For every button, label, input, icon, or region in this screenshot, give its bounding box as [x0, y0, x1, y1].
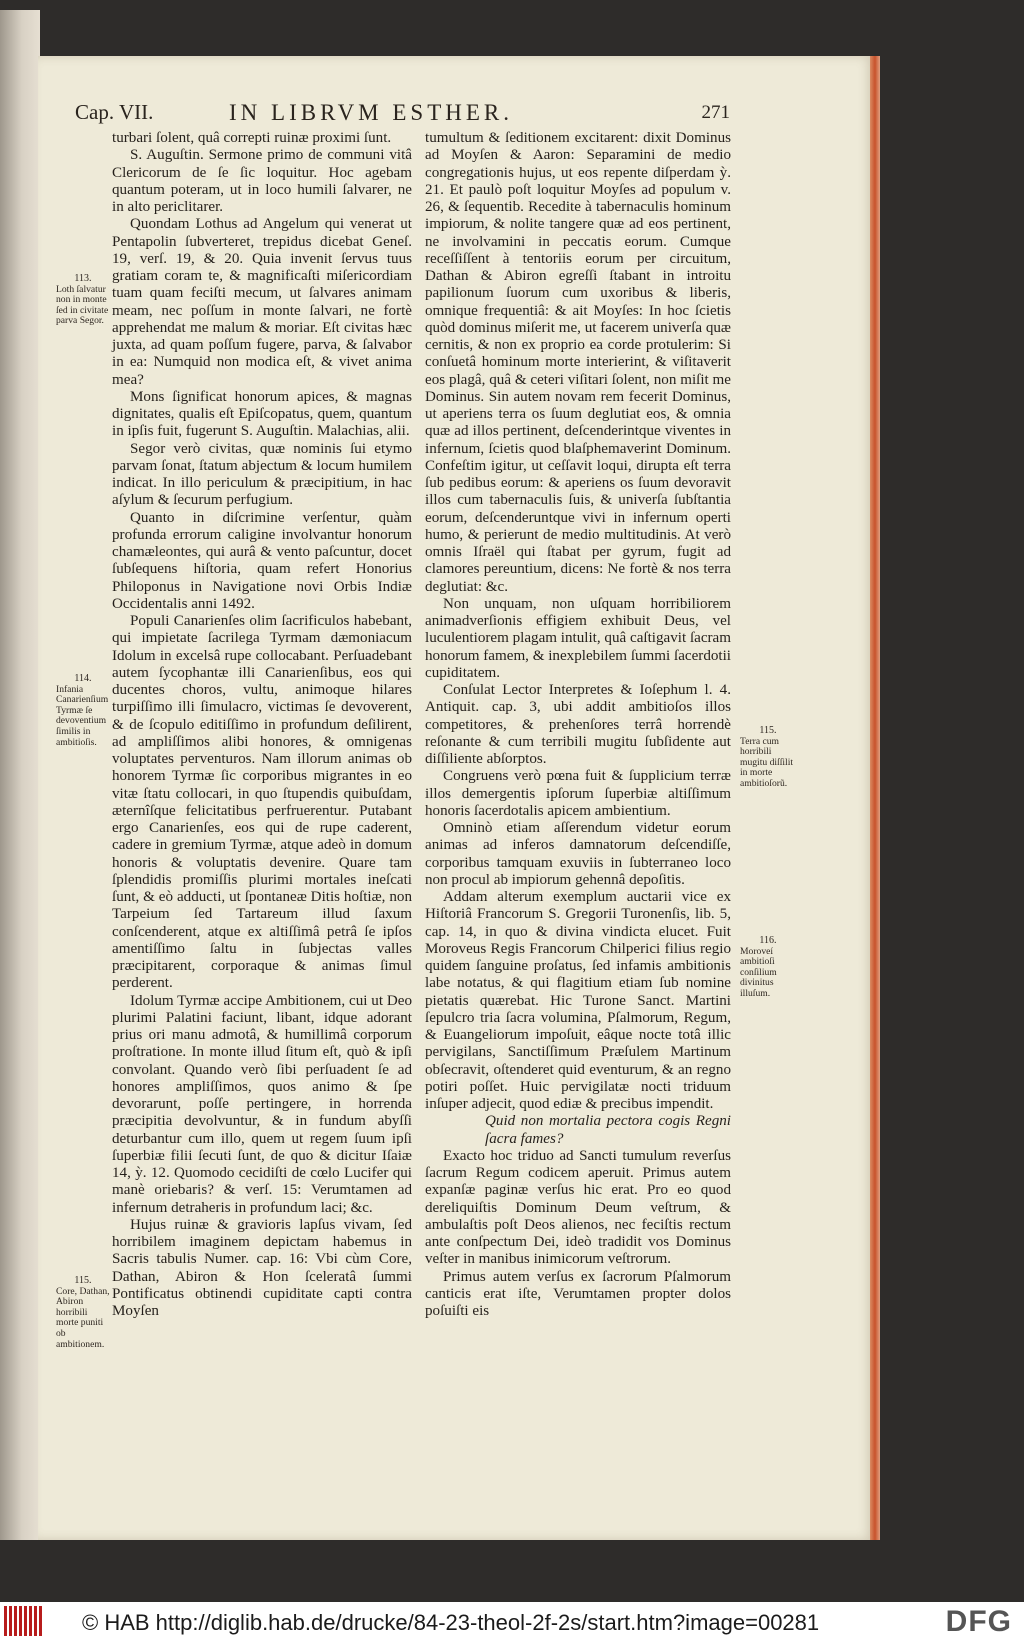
running-header	[75, 100, 730, 130]
paragraph: Populi Canarienſes olim ſacrificulos habebant, qui impietate ſacrilega Tyrmam dæmoniacum Idolum in excelsâ rupe collocabant. Perſuadebant autem ſycophantæ illi Canarienſibus, eos qui ducentes choros, vultu, animoque hilares turpiſſimo illi ſimulacro, victimas ſe devoverent, & de ſcopulo editiſſimo in profundum deſilirent, ad ampliſſimos alibi honores, & omnigenas voluptates perventuros. Nam illorum animas ob honorem Tyrmæ ſic corporibus migrantes in eo vitæ ſtatu collocari, in quo ſtupendis quibuſdam, æternîſque felicitatibus perfruerentur. Putabant ergo Canarienſes, eos qui de rupe caderent, cadere in gremium Tyrmæ, atque adeò in domum honoris & voluptatis devenire. Quare tam ſplendidis promiſſis plurimi mortales ineſcati ſunt, & eò adducti, ut ſpontaneæ Ditis hoſtiæ, non Tarpeium ſed Tartareum illud ſaxum conſcenderent, atque ex altiſſimâ petrâ ſe ipſos amentiſſimo ſaltu in ſubjectas valles præcipitarent, corporaque & animas ſimul perderent.	[112, 613, 412, 992]
paragraph: turbari ſolent, quâ correpti ruinæ proximi ſunt.	[112, 130, 392, 146]
paragraph: Non unquam, non uſquam horribiliorem animadverſionis effigiem exhibuit Deus, vel luculentiorem plagam intulit, quâ caſtigavit ſacram honorum famem, & inexplebilem ſummi ſacerdotii cupiditatem.	[425, 595, 731, 681]
paragraph: Primus autem verſus ex ſacrorum Pſalmorum canticis erat iſte, Verumtamen propter dolos poſuiſti eis	[425, 1268, 731, 1319]
paragraph: Congruens verò pœna fuit & ſupplicium terræ illos demergentis ipſorum ſuperbiæ altiſſimum honoris ſacerdotalis apicem ambientium.	[425, 768, 731, 819]
verse-quote: Quid non mortalia pectora cogis Regni ſacra fames?	[485, 1113, 731, 1147]
note-text: Infania Canarienſium Tyrmæ ſe devoventium ſimilis in ambitioſis.	[56, 683, 109, 748]
note-number: 114.	[74, 673, 92, 684]
note-text: Moroveí ambitioſi conſilium divinitus illuſum.	[740, 945, 777, 999]
note-number: 113.	[74, 273, 92, 284]
paragraph: Omninò etiam aſſerendum videtur eorum animas ad inferos damnatorum deſcendiſſe, corporibus tamquam exuviis in ſubterraneo loco non procul ab impiorum gehennâ depoſitis.	[425, 820, 731, 888]
paragraph: Addam alterum exemplum auctarii vice ex Hiſtoriâ Francorum S. Gregorii Turonenſis, lib. 5, cap. 14, in quo & divina vindicta elucet. Fuit Moroveus Regis Francorum Chilperici filius regio quidem ſanguine proſatus, ſed infamis ambitionis labe notatus, & qui flagitium etiam ſub nomine pietatis quærebat. Hic Turone Sanct. Martini ſepulcro tria ſacra volumina, Pſalmorum, Regum, & Euangeliorum impoſuit, eâque nocte totâ illic pervigilans, Sanctiſſimum Præſulem Martinum obſecravit, oſtenderet quid eventurum, & an regno potiri poſſet. Huic pervigilatæ nocti triduum inſuper adjecit, quod ediæ & precibus impendit.	[425, 889, 731, 1112]
margin-note-115-right	[740, 726, 796, 790]
footer-bar	[0, 1602, 1024, 1640]
paragraph: Conſulat Lector Interpretes & Ioſephum l. 4. Antiquit. cap. 3, ubi addit ambitioſos illos competitores, & prehenſores terrâ horrendè reſonante & cum terribili mugitu ſubſidente aut diſſiliente abſorptos.	[425, 682, 731, 767]
note-text: Terra cum horribili mugitu diſſilit in morte ambitioſorũ.	[740, 735, 794, 789]
note-number: 116.	[759, 935, 777, 946]
paragraph: Exacto hoc triduo ad Sancti tumulum reverſus ſacrum Regum codicem aperuit. Primus autem expanſæ paginæ verſus hic erat. Pro eo quod dereliquiſtis Dominum Deum veſtrum, & ambulaſtis poſt Deos alienos, nec feciſtis rectum ante conſpectum Dei, ideò tradidit vos Dominus veſter in manibus inimicorum veſtrorum.	[425, 1147, 731, 1268]
paragraph: Segor verò civitas, quæ nominis ſui etymo parvam ſonat, ſtatum abjectum & locum humilem indicat. In illo periculum & præcipitium, in hac aſylum & ſecurum perfugium.	[112, 440, 412, 509]
paragraph: tumultum & ſeditionem excitarent: dixit Dominus ad Moyſen & Aaron: Separamini de medio congregationis hujus, ut eos repente diſperdam ỳ. 21. Et paulò poſt loquitur Moyſes ad populum v. 26, & ſequentib. Recedite à tabernaculis hominum impiorum, & nolite tangere quæ ad eos pertinent, ne involvamini in peccatis eorum. Cumque receſſiſſent à tentoriis eorum per circuitum, Dathan & Abiron egreſſi ſtabant in introitu papilionum ſuorum cum uxoribus & liberis, omnique frequentiâ: & ait Moyſes: In hoc ſcietis quòd dominus miſerit me, ut facerem univerſa quæ cernitis, & non ex proprio ea corde protulerim: Si conſuetâ hominum morte interierint, & viſitaverit eos plagâ, quâ & ceteri viſitari ſolent, non miſit me Dominus. Sin autem novam rem fecerit Dominus, ut aperiens terra os ſuum deglutiat eos, & omnia quæ ad illos pertinent, deſcenderintque viventes in infernum, ſcietis quod blaſphemaverint Dominum. Confeſtim igitur, ut ceſſavit loqui, dirupta eſt terra ſub pedibus eorum: & aperiens os ſuum devoravit illos cum tabernaculis ſuis, & univerſa ſubſtantia eorum, deſcenderuntque vivi in infernum operti humo, & perierunt de medio multitudinis. At verò omnis Iſraël qui ſtabat per gyrum, fugit ad clamores pereuntium, dicens: Ne fortè & nos terra deglutiat: &c.	[425, 130, 731, 595]
margin-note-116	[740, 936, 796, 1000]
margin-note-114	[56, 674, 110, 748]
paragraph: Quondam Lothus ad Angelum qui venerat ut Pentapolin ſubverteret, trepidus dicebat Geneſ. 19, verſ. 19, & 20. Quia invenit ſervus tuus gratiam coram te, & magnificaſti miſericordiam tuam quam feciſti mecum, ut ſalvares animam meam, nec poſſum in monte ſalvari, ne fortè apprehendat me malum & moriar. Eſt civitas hæc juxta, ad quam poſſum fugere, parva, & ſalvabor in ea: Numquid non modica eſt, & vivet anima mea?	[112, 216, 412, 388]
source-url[interactable]: © HAB http://diglib.hab.de/drucke/84-23-theol-2f-2s/start.htm?image=00281	[82, 1610, 820, 1635]
left-text-column	[112, 130, 412, 1320]
margin-note-115-left	[56, 1276, 110, 1350]
page-number: 271	[701, 102, 730, 123]
note-text: Core, Dathan, Abiron horribili morte puniti ob ambitionem.	[56, 1285, 110, 1350]
right-text-column	[425, 130, 731, 1320]
dfg-logo: DFG	[945, 1605, 1012, 1638]
note-text: Loth ſalvatur non in monte ſed in civitate parva Segor.	[56, 283, 109, 327]
paragraph: Mons ſignificat honorum apices, & magnas dignitates, qualis eſt Epiſcopatus, quem, quantum in ipſis fuit, fugerunt S. Auguſtin. Malachias, alii.	[112, 388, 412, 440]
chapter-label: Cap. VII.	[75, 100, 154, 124]
paragraph: S. Auguſtin. Sermone primo de communi vitâ Clericorum de ſe ſic loquitur. Hoc agebam quantum poteram, ut in loco humili ſalvarer, ne in alto periclitarer.	[112, 147, 412, 215]
paragraph: Quanto in diſcrimine verſentur, quàm profunda errorum caligine involvantur honorum chamæleontes, qui aurâ & vento paſcuntur, docet ſubſequens hiſtoria, quam refert Honorius Philoponus in Navigatione novi Orbis Indiæ Occidentalis anni 1492.	[112, 509, 412, 612]
barcode-icon	[4, 1606, 44, 1636]
facing-page-edge	[0, 10, 40, 1540]
margin-note-113	[56, 274, 110, 327]
note-number: 115.	[759, 725, 777, 736]
page-red-edge	[870, 56, 880, 1540]
note-number: 115.	[74, 1275, 92, 1286]
paragraph: Hujus ruinæ & gravioris lapſus vivam, ſed horribilem imaginem depictam habemus in Sacris tabulis Numer. cap. 16: Vbi cùm Core, Dathan, Abiron & Hon ſceleratâ ſummi Pontificatus obtinendi cupiditate capti contra Moyſen	[112, 1216, 412, 1319]
paragraph: Idolum Tyrmæ accipe Ambitionem, cui ut Deo plurimi Palatini faciunt, libant, idque adorant prius ori manu admotâ, & humillimâ corporum proſtratione. In monte illud ſitum eſt, quò & ipſi convolant. Quando verò ſibi perſuadent ſe ad honores ampliſſimos, quos animo & ſpe devorarunt, poſſe pertingere, in horrenda præcipitia devolvuntur, & in fundum abyſſi deturbantur cum illo, quem ut regem ſuum ipſi ſuperbiæ filii ſecuti ſunt, de quo & dicitur Iſaiæ 14, ỳ. 12. Quomodo cecidiſti de cœlo Lucifer qui manè oriebaris? & verſ. 15: Verumtamen ad infernum detraheris in profundum laci; &c.	[112, 992, 412, 1216]
book-title: IN LIBRVM ESTHER.	[229, 100, 514, 125]
